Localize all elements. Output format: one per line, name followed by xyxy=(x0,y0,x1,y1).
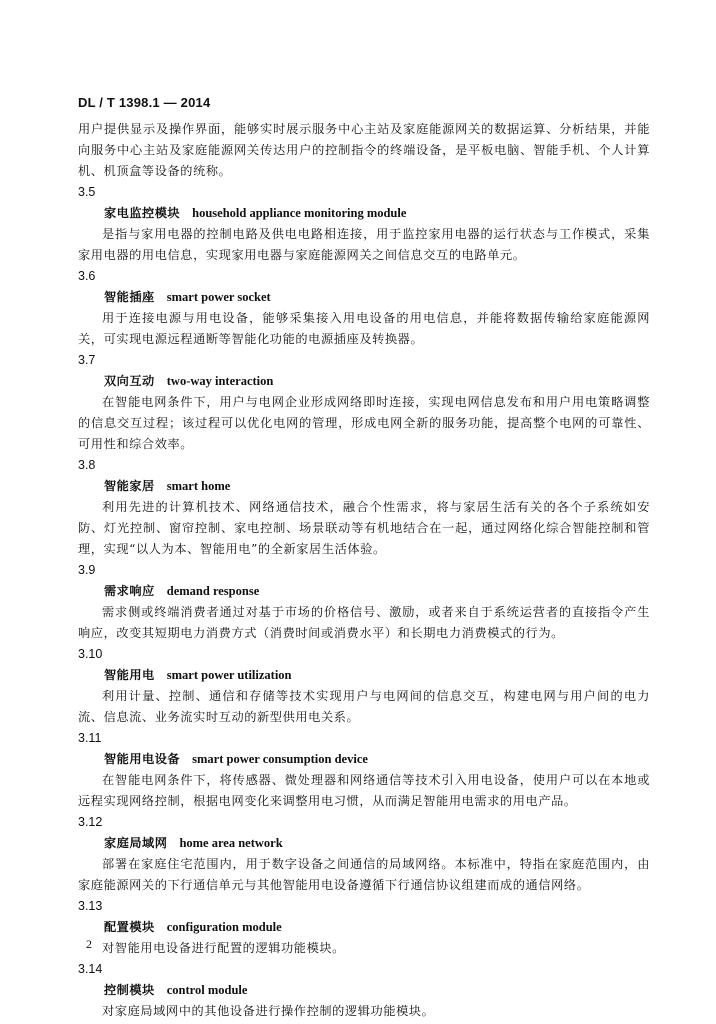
term-number: 3.10 xyxy=(78,647,103,661)
term-number: 3.11 xyxy=(78,731,102,745)
term-definition: 利用计量、控制、通信和存储等技术实现用户与电网间的信息交互，构建电网与用户间的电力流、信息流、业务流实时互动的新型供用电关系。 xyxy=(78,689,650,724)
term-entry xyxy=(78,959,650,1022)
term-definition: 对智能用电设备进行配置的逻辑功能模块。 xyxy=(102,941,345,955)
term-definition: 在智能电网条件下，用户与电网企业形成网络即时连接，实现电网信息发布和用户用电策略调整的信息交互过程；该过程可以优化电网的管理，形成电网全新的服务功能，提高整个电网的可靠性、可用性和综合效率。 xyxy=(78,395,650,451)
page-number: 2 xyxy=(86,937,92,951)
term-title xyxy=(78,833,650,854)
term-en: two-way interaction xyxy=(166,374,274,388)
term-definition: 需求侧或终端消费者通过对基于市场的价格信号、激励，或者来自于系统运营者的直接指令产生响应，改变其短期电力消费方式（消费时间或消费水平）和长期电力消费模式的行为。 xyxy=(78,605,650,640)
term-entry xyxy=(78,896,650,959)
term-en: control module xyxy=(166,983,248,997)
term-en: smart home xyxy=(166,479,231,493)
term-title xyxy=(78,980,650,1001)
term-en: demand response xyxy=(166,584,260,598)
term-number: 3.5 xyxy=(78,185,96,199)
term-title xyxy=(78,749,650,770)
term-cn: 智能插座 xyxy=(104,290,155,304)
term-title xyxy=(78,371,650,392)
term-title xyxy=(78,581,650,602)
term-cn: 智能用电 xyxy=(104,668,155,682)
term-title xyxy=(78,476,650,497)
term-cn: 智能家居 xyxy=(104,479,155,493)
term-number: 3.12 xyxy=(78,815,103,829)
term-number: 3.6 xyxy=(78,269,96,283)
term-entry xyxy=(78,644,650,728)
term-en: household appliance monitoring module xyxy=(192,206,407,220)
page-content xyxy=(78,119,650,1022)
term-number: 3.13 xyxy=(78,899,103,913)
term-entry xyxy=(78,560,650,644)
term-en: configuration module xyxy=(166,920,282,934)
term-entry xyxy=(78,728,650,812)
term-cn: 需求响应 xyxy=(104,584,155,598)
term-number: 3.7 xyxy=(78,353,96,367)
term-cn: 智能用电设备 xyxy=(104,752,181,766)
term-en: home area network xyxy=(179,836,283,850)
term-definition: 用于连接电源与用电设备，能够采集接入用电设备的用电信息，并能将数据传输给家庭能源网关，可实现电源远程通断等智能化功能的电源插座及转换器。 xyxy=(78,311,650,346)
term-definition: 是指与家用电器的控制电路及供电电路相连接，用于监控家用电器的运行状态与工作模式，采集家用电器的用电信息，实现家用电器与家庭能源网关之间信息交互的电路单元。 xyxy=(78,227,650,262)
term-cn: 家庭局域网 xyxy=(104,836,168,850)
term-cn: 配置模块 xyxy=(104,920,155,934)
term-number: 3.9 xyxy=(78,563,96,577)
term-title xyxy=(78,203,650,224)
term-definition: 在智能电网条件下，将传感器、微处理器和网络通信等技术引入用电设备，使用户可以在本地或远程实现网络控制，根据电网变化来调整用电习惯，从而满足智能用电需求的用电产品。 xyxy=(78,773,650,808)
term-title xyxy=(78,917,650,938)
term-en: smart power utilization xyxy=(166,668,292,682)
term-title xyxy=(78,287,650,308)
term-cn: 控制模块 xyxy=(104,983,155,997)
term-definition: 对家庭局域网中的其他设备进行操作控制的逻辑功能模块。 xyxy=(102,1004,435,1018)
intro-paragraph: 用户提供显示及操作界面，能够实时展示服务中心主站及家庭能源网关的数据运算、分析结果，并能向服务中心主站及家庭能源网关传达用户的控制指令的终端设备，是平板电脑、智能手机、个人计算机、机顶盒等设备的统称。 xyxy=(78,122,650,178)
term-entry xyxy=(78,182,650,266)
term-cn: 双向互动 xyxy=(104,374,155,388)
term-entry xyxy=(78,455,650,560)
term-definition: 部署在家庭住宅范围内，用于数字设备之间通信的局域网络。本标准中，特指在家庭范围内，由家庭能源网关的下行通信单元与其他智能用电设备遵循下行通信协议组建而成的通信网络。 xyxy=(78,857,650,892)
standard-code-header: DL / T 1398.1 — 2014 xyxy=(78,95,211,110)
term-entry xyxy=(78,812,650,896)
term-title xyxy=(78,665,650,686)
term-entry xyxy=(78,266,650,350)
term-cn: 家电监控模块 xyxy=(104,206,181,220)
term-number: 3.14 xyxy=(78,962,103,976)
term-en: smart power socket xyxy=(166,290,271,304)
term-definition: 利用先进的计算机技术、网络通信技术，融合个性需求，将与家居生活有关的各个子系统如安防、灯光控制、窗帘控制、家电控制、场景联动等有机地结合在一起，通过网络化综合智能控制和管理，实现“以人为本、智能用电”的全新家居生活体验。 xyxy=(78,500,650,556)
term-number: 3.8 xyxy=(78,458,96,472)
term-entry xyxy=(78,350,650,455)
term-en: smart power consumption device xyxy=(192,752,368,766)
